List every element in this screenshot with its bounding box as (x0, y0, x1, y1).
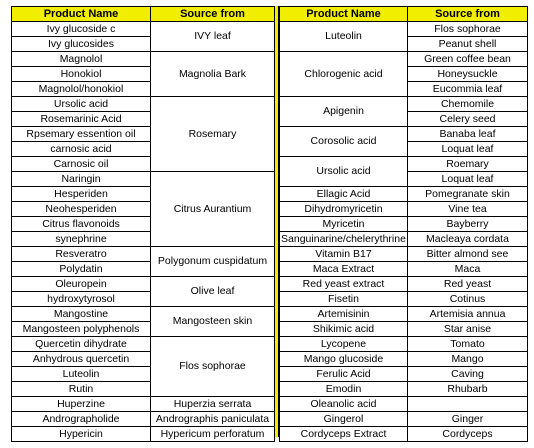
left-table-body (12, 22, 275, 442)
product-name-cell: Myricetin (280, 217, 408, 232)
table-row (280, 22, 528, 37)
table-row (280, 232, 528, 247)
product-name-cell: Rutin (12, 382, 151, 397)
product-name-cell: Neohesperiden (12, 202, 151, 217)
source-cell: Citrus Aurantium (151, 172, 275, 247)
source-cell: Cordyceps (408, 427, 528, 442)
source-cell: Eucommia leaf (408, 82, 528, 97)
table-row (280, 307, 528, 322)
source-cell: Rosemary (151, 97, 275, 172)
product-name-cell: Fisetin (280, 292, 408, 307)
source-cell: Banaba leaf (408, 127, 528, 142)
table-row (280, 127, 528, 142)
product-name-cell: Ivy glucosides (12, 37, 151, 52)
right-header-row (280, 7, 528, 22)
product-name-cell: Huperzine (12, 397, 151, 412)
table-row (280, 427, 528, 442)
table-row (12, 307, 275, 322)
product-name-cell: hydroxytyrosol (12, 292, 151, 307)
table-row (280, 292, 528, 307)
source-cell: Loquat leaf (408, 172, 528, 187)
source-cell: Maca (408, 262, 528, 277)
product-name-cell: Mangostine (12, 307, 151, 322)
table-row (280, 157, 528, 172)
product-name-cell: Quercetin dihydrate (12, 337, 151, 352)
product-name-cell: Mangosteen polyphenols (12, 322, 151, 337)
product-name-cell: Magnolol/honokiol (12, 82, 151, 97)
table-row (280, 337, 528, 352)
source-cell: Polygonum cuspidatum (151, 247, 275, 277)
table-row (280, 367, 528, 382)
source-cell: Peanut shell (408, 37, 528, 52)
product-name-cell: Lycopene (280, 337, 408, 352)
product-name-cell: Maca Extract (280, 262, 408, 277)
product-name-cell: Luteolin (12, 367, 151, 382)
table-row (12, 277, 275, 292)
table-row (280, 412, 528, 427)
product-name-cell: Gingerol (280, 412, 408, 427)
product-name-cell: Oleuropein (12, 277, 151, 292)
table-row (280, 277, 528, 292)
source-cell: Magnolia Bark (151, 52, 275, 97)
product-name-cell: Mango glucoside (280, 352, 408, 367)
product-name-cell: Apigenin (280, 97, 408, 127)
table-row (12, 412, 275, 427)
left-header-product: Product Name (12, 7, 151, 22)
product-name-cell: Ursolic acid (280, 157, 408, 187)
product-name-cell: Oleanolic acid (280, 397, 408, 412)
product-name-cell: Citrus flavonoids (12, 217, 151, 232)
source-cell: Ginger (408, 412, 528, 427)
table-row (12, 172, 275, 187)
product-name-cell: Red yeast extract (280, 277, 408, 292)
source-cell: Chemomile (408, 97, 528, 112)
table-row (280, 97, 528, 112)
product-name-cell: Naringin (12, 172, 151, 187)
source-cell: Rhubarb (408, 382, 528, 397)
product-name-cell: Sanguinarine/chelerythrine (281, 232, 406, 245)
right-table-body (280, 22, 528, 442)
table-row (280, 352, 528, 367)
product-name-cell: Hesperiden (12, 187, 151, 202)
source-cell: Vine tea (408, 202, 528, 217)
source-cell: Pomegranate skin (408, 187, 528, 202)
source-cell (408, 397, 528, 412)
product-name-cell: carnosic acid (12, 142, 151, 157)
source-cell: Star anise (408, 322, 528, 337)
product-name-cell: Ursolic acid (12, 97, 151, 112)
source-cell: Green coffee bean (408, 52, 528, 67)
source-cell: Huperzia serrata (151, 397, 275, 412)
table-row (280, 202, 528, 217)
table-row (12, 397, 275, 412)
product-name-cell: Ellagic Acid (280, 187, 408, 202)
product-name-cell: Honokiol (12, 67, 151, 82)
source-cell: Roemary (408, 157, 528, 172)
source-cell: Andrographis paniculata (151, 412, 275, 427)
table-row (280, 382, 528, 397)
product-name-cell: Polydatin (12, 262, 151, 277)
source-cell: Caving (408, 367, 528, 382)
product-name-cell: Dihydromyricetin (280, 202, 408, 217)
source-cell: Celery seed (408, 112, 528, 127)
product-name-cell: Shikimic acid (280, 322, 408, 337)
table-row (280, 187, 528, 202)
source-cell: Olive leaf (151, 277, 275, 307)
source-cell: Honeysuckle (408, 67, 528, 82)
right-header-product: Product Name (280, 7, 408, 22)
source-cell: Loquat leaf (408, 142, 528, 157)
table-row (280, 217, 528, 232)
product-name-cell: synephrine (12, 232, 151, 247)
table-row (12, 427, 275, 442)
product-name-cell: Anhydrous quercetin (12, 352, 151, 367)
product-name-cell: Magnolol (12, 52, 151, 67)
product-name-cell: Chlorogenic acid (280, 52, 408, 97)
table-row (280, 322, 528, 337)
product-name-cell: Rosemarinic Acid (12, 112, 151, 127)
left-header-row (12, 7, 275, 22)
product-name-cell: Corosolic acid (280, 127, 408, 157)
table-row (12, 52, 275, 67)
source-cell: Mangosteen skin (151, 307, 275, 337)
table-row (12, 247, 275, 262)
right-header-source: Source from (408, 7, 528, 22)
left-header-source: Source from (151, 7, 275, 22)
source-cell: Bayberry (408, 217, 528, 232)
source-cell: Bitter almond see (408, 247, 528, 262)
left-product-table (11, 6, 275, 442)
source-cell: Flos sophorae (151, 337, 275, 397)
table-row (280, 262, 528, 277)
product-name-cell: Carnosic oil (12, 157, 151, 172)
source-cell: Cotinus (408, 292, 528, 307)
source-cell: Red yeast (408, 277, 528, 292)
product-name-cell: Artemisinin (280, 307, 408, 322)
table-row (280, 52, 528, 67)
source-cell: IVY leaf (151, 22, 275, 52)
source-cell: Hypericum perforatum (151, 427, 275, 442)
source-cell: Mango (408, 352, 528, 367)
product-name-cell: Cordyceps Extract (280, 427, 408, 442)
right-product-table (279, 6, 528, 442)
product-name-cell: Luteolin (280, 22, 408, 52)
source-cell: Artemisia annua (408, 307, 528, 322)
product-name-cell: Hypericin (12, 427, 151, 442)
product-name-cell: Resveratro (12, 247, 151, 262)
table-row (12, 97, 275, 112)
product-name-cell: Ivy glucoside c (12, 22, 151, 37)
source-cell: Macleaya cordata (408, 232, 528, 247)
source-cell: Tomato (408, 337, 528, 352)
table-row (12, 22, 275, 37)
product-name-cell: Emodin (280, 382, 408, 397)
table-row (280, 247, 528, 262)
product-name-cell: Ferulic Acid (280, 367, 408, 382)
source-cell: Flos sophorae (408, 22, 528, 37)
table-row (12, 337, 275, 352)
table-row (280, 397, 528, 412)
product-name-cell: Vitamin B17 (280, 247, 408, 262)
product-name-cell: Rpsemary essention oil (12, 127, 151, 142)
product-name-cell: Andrographolide (12, 412, 151, 427)
